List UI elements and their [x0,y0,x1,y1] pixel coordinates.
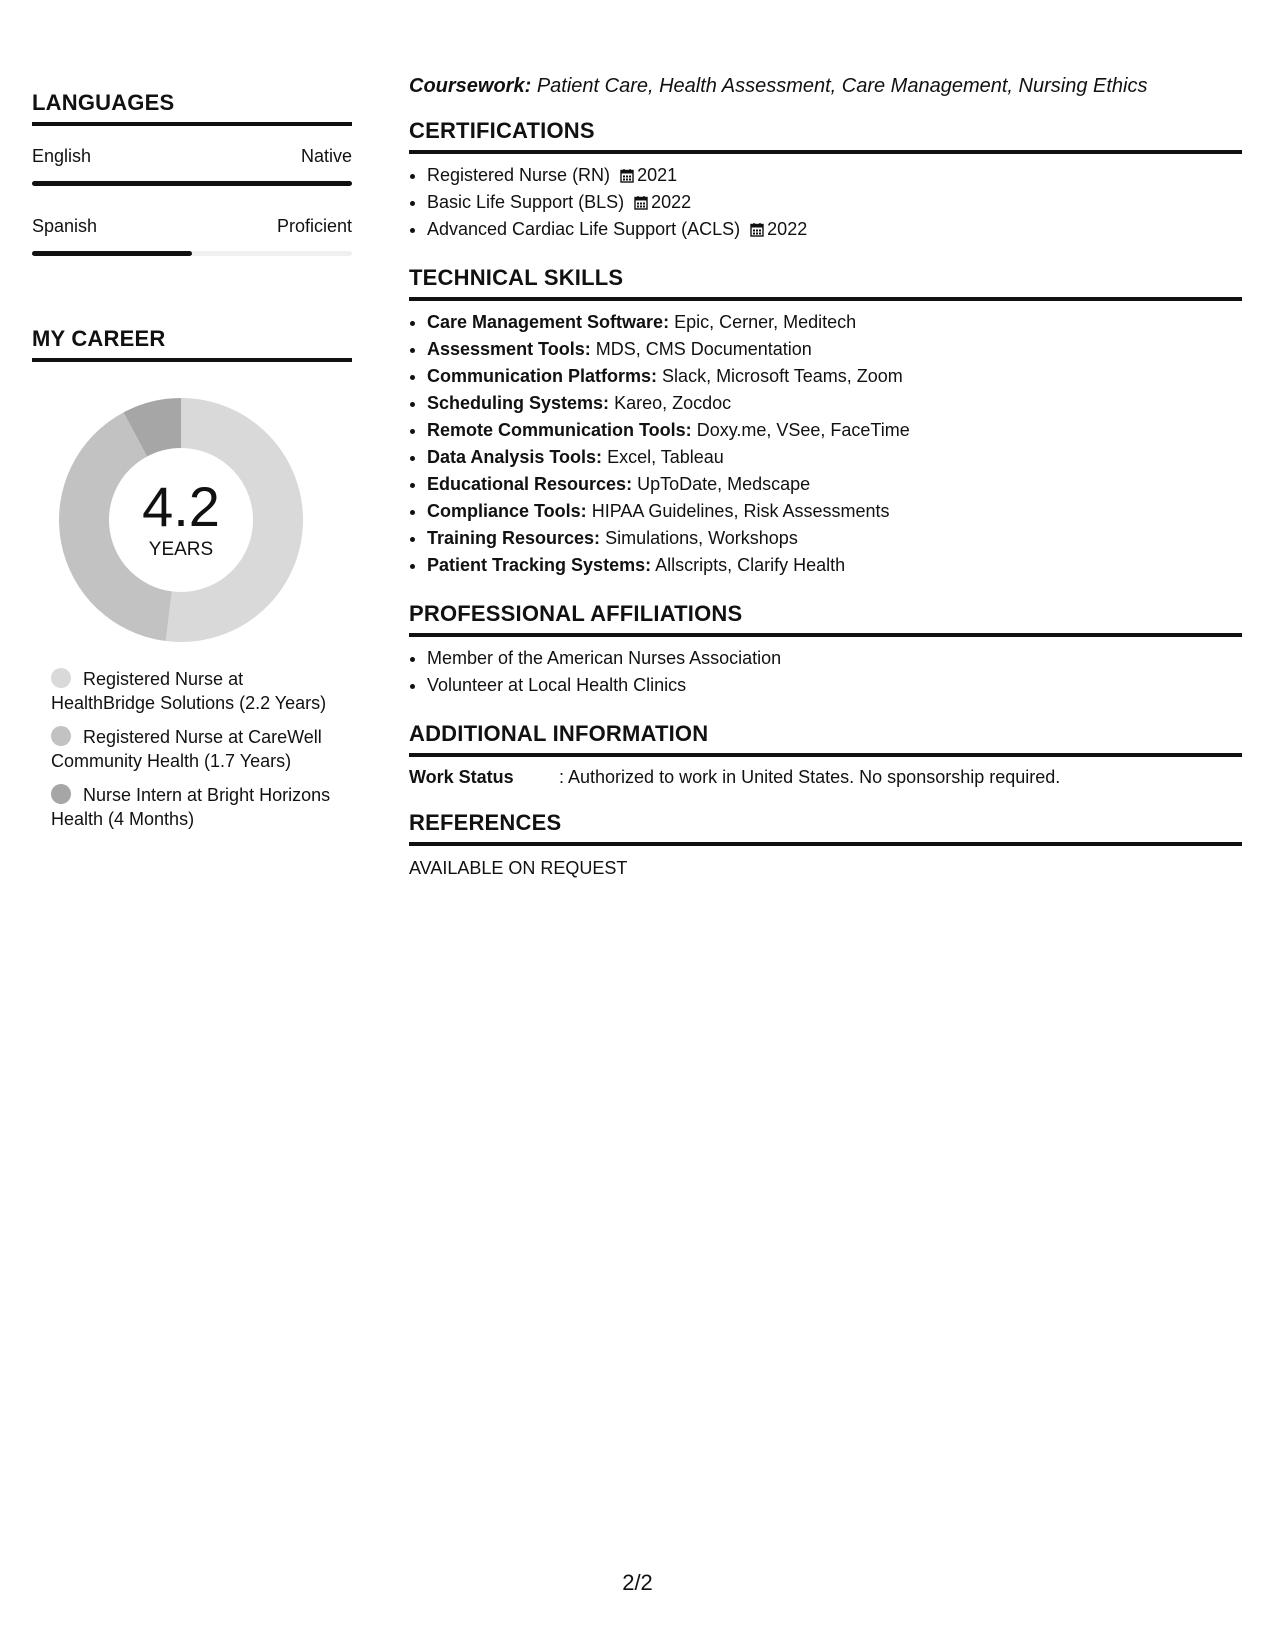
skill-item [427,336,1242,363]
skill-item [427,417,1242,444]
certification-year: 2021 [637,165,678,185]
career-title: MY CAREER [32,326,352,362]
coursework-line [409,75,1242,98]
career-legend [51,667,331,831]
certification-year: 2022 [651,192,692,212]
left-column [32,90,352,841]
skill-item [427,498,1242,525]
certifications-title: CERTIFICATIONS [409,118,1242,154]
language-bar-track [32,181,352,186]
work-status-row [409,767,1242,788]
language-name: English [32,146,92,166]
skill-label: Educational Resources: [427,474,633,494]
affiliations-section [409,601,1242,699]
skill-value: Epic, Cerner, Meditech [674,312,857,332]
affiliations-list [409,645,1242,699]
additional-info-title: ADDITIONAL INFORMATION [409,721,1242,757]
additional-info-section [409,721,1242,788]
career-donut-chart [56,395,306,645]
career-total-value: 4.2 [142,475,220,538]
certification-item [427,216,1242,243]
skill-value: Simulations, Workshops [605,528,798,548]
legend-label: Nurse Intern at Bright Horizons Health (4 Months) [51,785,331,829]
calendar-icon [620,168,634,183]
skill-value: Allscripts, Clarify Health [655,555,846,575]
career-total-unit: YEARS [148,539,214,560]
skill-label: Communication Platforms: [427,366,658,386]
references-title: REFERENCES [409,810,1242,846]
page-number: 2/2 [622,1570,653,1595]
certification-item [427,162,1242,189]
skill-label: Remote Communication Tools: [427,420,692,440]
donut-center [56,395,306,645]
skill-item [427,525,1242,552]
language-row-english [32,146,352,186]
skill-item [427,390,1242,417]
calendar-icon [750,222,764,237]
language-name: Spanish [32,216,98,236]
certification-name: Basic Life Support (BLS) [427,192,625,212]
skill-label: Data Analysis Tools: [427,447,603,467]
skill-value: Doxy.me, VSee, FaceTime [696,420,910,440]
language-level: Proficient [276,216,352,236]
affiliation-item: • Volunteer at Local Health Clinics [427,672,1242,699]
work-status-value: : Authorized to work in United States. No sponsorship required. [559,767,1061,787]
skill-label: Training Resources: [427,528,601,548]
skill-item [427,552,1242,579]
references-section [409,810,1242,879]
right-column [409,75,1242,879]
legend-label: Registered Nurse at HealthBridge Solutions (2.2 Years) [51,669,327,713]
certification-name: Advanced Cardiac Life Support (ACLS) [427,219,741,239]
skill-label: Scheduling Systems: [427,393,610,413]
language-bar-fill [32,251,192,256]
skill-value: Kareo, Zocdoc [614,393,732,413]
certifications-section [409,118,1242,243]
skill-label: Assessment Tools: [427,339,591,359]
skill-value: Slack, Microsoft Teams, Zoom [662,366,903,386]
skill-item [427,309,1242,336]
skill-value: UpToDate, Medscape [637,474,811,494]
skill-label: Compliance Tools: [427,501,587,521]
references-text: AVAILABLE ON REQUEST [409,858,628,878]
legend-item [51,783,331,831]
certification-item [427,189,1242,216]
technical-skills-title: TECHNICAL SKILLS [409,265,1242,301]
skill-value: Excel, Tableau [607,447,724,467]
skill-value: MDS, CMS Documentation [595,339,812,359]
legend-dot [51,668,71,688]
certifications-list [409,162,1242,243]
legend-label: Registered Nurse at CareWell Community Health (1.7 Years) [51,727,322,771]
skill-value: HIPAA Guidelines, Risk Assessments [591,501,890,521]
language-bar-track [32,251,352,256]
skill-item [427,363,1242,390]
languages-title: LANGUAGES [32,90,352,126]
language-row-spanish [32,216,352,256]
work-status-label: Work Status [409,767,514,787]
certification-name: Registered Nurse (RN) [427,165,611,185]
legend-dot [51,726,71,746]
skill-item [427,444,1242,471]
coursework-label: Coursework: [409,75,532,97]
skill-label: Care Management Software: [427,312,670,332]
career-section [32,326,352,831]
calendar-icon [634,195,648,210]
skill-item [427,471,1242,498]
language-bar-fill [32,181,352,186]
affiliation-item: • Member of the American Nurses Association [427,645,1242,672]
technical-skills-section [409,265,1242,579]
legend-item [51,667,331,715]
skill-label: Patient Tracking Systems: [427,555,652,575]
certification-year: 2022 [767,219,808,239]
affiliations-title: PROFESSIONAL AFFILIATIONS [409,601,1242,637]
coursework-text: Patient Care, Health Assessment, Care Management, Nursing Ethics [536,75,1148,97]
language-level: Native [300,146,352,166]
legend-dot [51,784,71,804]
technical-skills-list [409,309,1242,579]
legend-item [51,725,331,773]
